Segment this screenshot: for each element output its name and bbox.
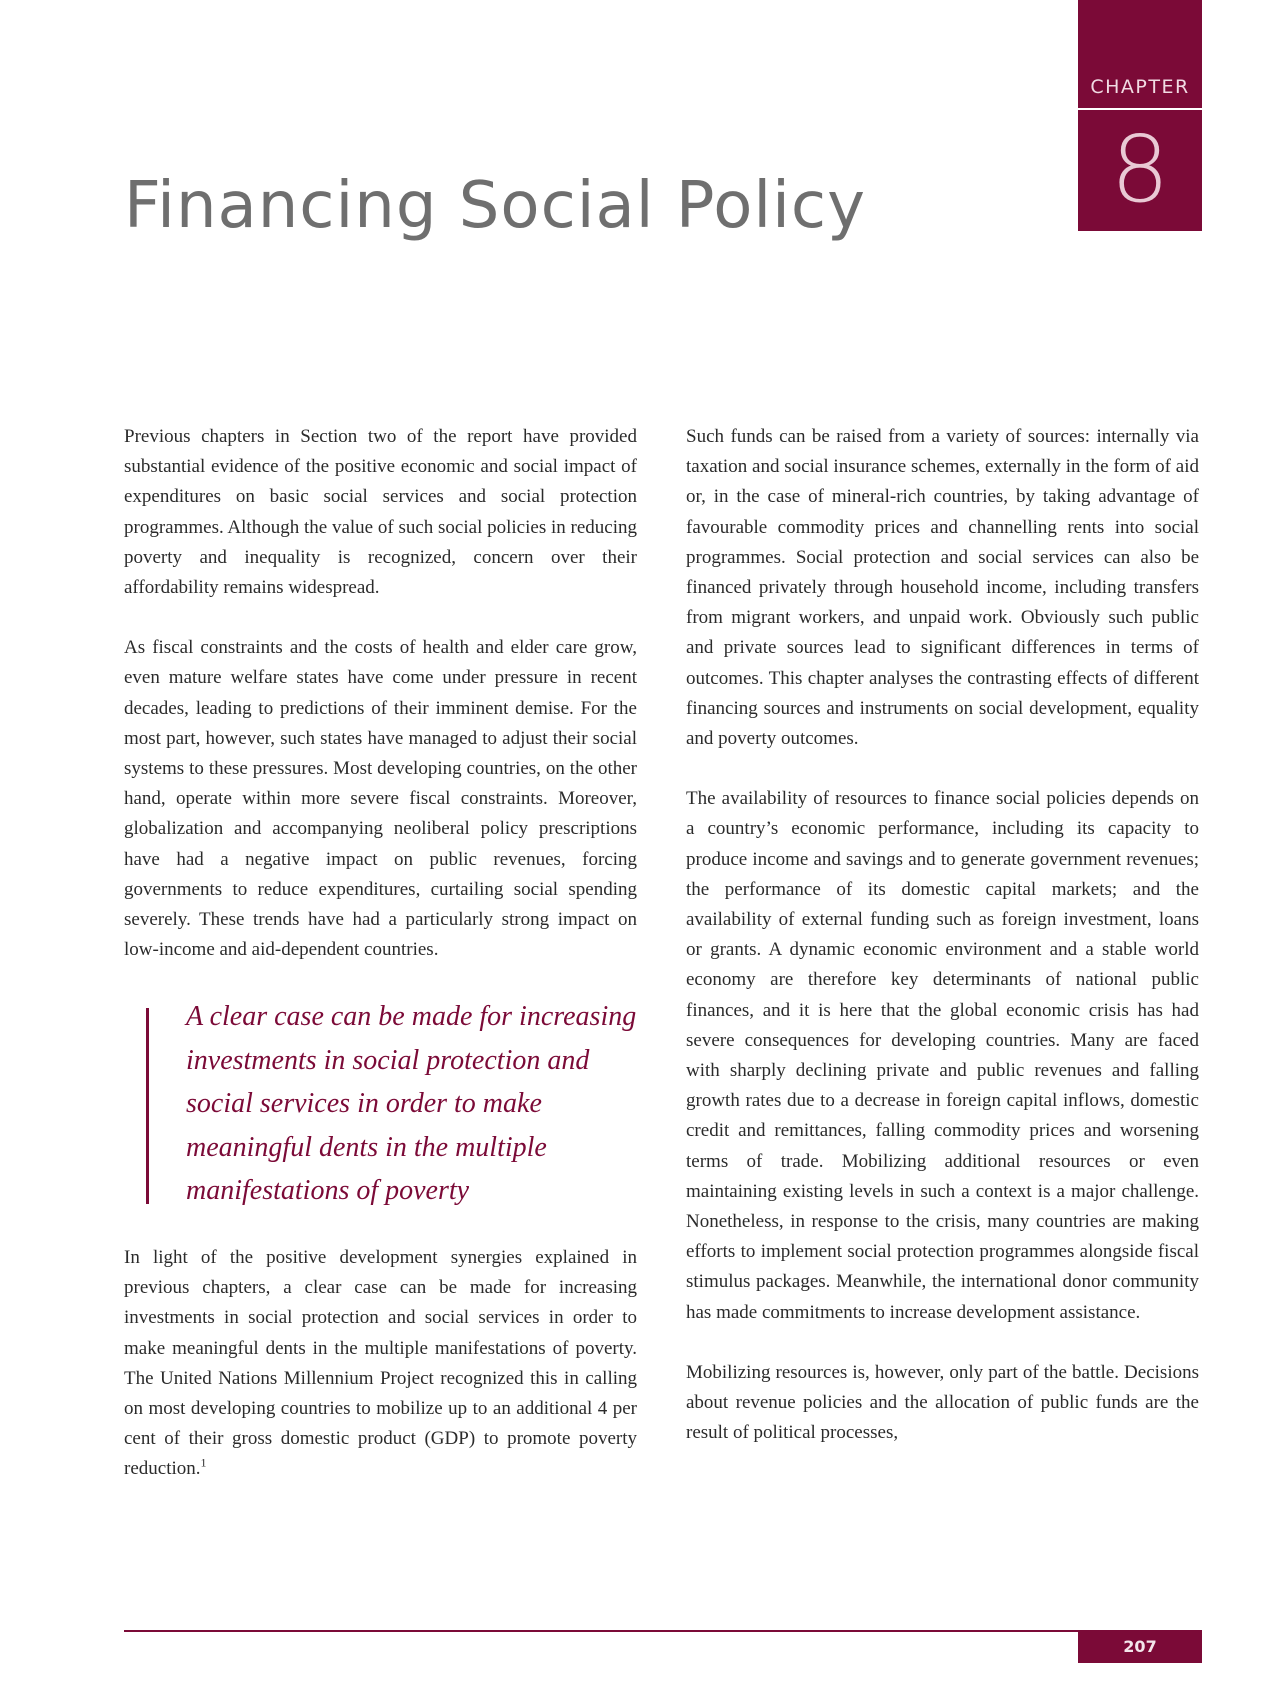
footer-rule xyxy=(124,1630,1202,1632)
body-paragraph: Such funds can be raised from a variety of sources: internally via taxation and social insurance schemes, externally in the form of aid or, in the case of mineral-rich countries, by taking advantage of favourable commodity prices and channelling rents into social programmes. Social protection and social services can also be financed privately through household income, including transfers from migrant workers, and unpaid work. Obviously such public and private sources lead to significant differences in terms of outcomes. This chapter analyses the contrasting effects of different financing sources and instruments on social development, equality and poverty outcomes. xyxy=(686,426,1199,750)
body-paragraph: Previous chapters in Section two of the report have provided substantial evidence of the positive economic and social impact of expenditures on basic social services and social protection programmes. Although the value of such social policies in reducing poverty and inequality is recognized, concern over their affordability remains widespread. xyxy=(124,426,637,599)
body-paragraph-text: In light of the positive development synergies explained in previous chapters, a clear case can be made for increasing investments in social protection and social services in order to make meaningful dents in the multiple manifestations of poverty. The United Nations Millennium Project recognized this in calling on most developing countries to mobilize up to an additional 4 per cent of their gross domestic product (GDP) to promote poverty reduction. xyxy=(124,1246,637,1480)
pull-quote-rule xyxy=(146,1008,149,1204)
chapter-divider xyxy=(1078,108,1202,110)
chapter-badge xyxy=(1078,0,1202,231)
body-paragraph: The availability of resources to finance social policies depends on a country’s economic performance, including its capacity to produce income and savings and to generate government revenues; the performance of its domestic capital markets; and the availability of external funding such as foreign investment, loans or grants. A dynamic economic environment and a stable world economy are therefore key determinants of national public finances, and it is here that the global economic crisis has had severe consequences for developing countries. Many are faced with sharply declining private and public revenues and falling growth rates due to a decrease in foreign capital inflows, domestic credit and remittances, falling commodity prices and worsening terms of trade. Mobilizing additional resources or even maintaining existing levels in such a context is a major challenge. Nonetheless, in response to the crisis, many countries are making efforts to implement social protection programmes alongside fiscal stimulus packages. Meanwhile, the international donor community has made commitments to increase development assistance. xyxy=(686,788,1199,1323)
body-paragraph: Mobilizing resources is, however, only part of the battle. Decisions about revenue policies and the allocation of public funds are the result of political processes, xyxy=(686,1361,1199,1444)
body-paragraph xyxy=(124,1243,637,1485)
pull-quote-text: A clear case can be made for increasing investments in social protection and social services in order to make meaningful dents in the multiple manifestations of poverty xyxy=(186,1001,637,1207)
body-paragraph: As fiscal constraints and the costs of health and elder care grow, even mature welfare states have come under pressure in recent decades, leading to predictions of their imminent demise. For the most part, however, such states have managed to adjust their social systems to these pressures. Most developing countries, on the other hand, operate within more severe fiscal constraints. Moreover, globalization and accompanying neoliberal policy prescriptions have had a negative impact on public revenues, forcing governments to reduce expenditures, curtailing social spending severely. These trends have had a particularly strong impact on low-income and aid-dependent countries. xyxy=(124,637,637,961)
chapter-number: 8 xyxy=(1110,116,1170,223)
page-number-badge xyxy=(1078,1630,1202,1663)
left-column xyxy=(124,422,637,1485)
pull-quote xyxy=(146,995,637,1213)
page-number: 207 xyxy=(1123,1637,1157,1656)
footnote-marker[interactable]: 1 xyxy=(200,1456,207,1471)
chapter-label: CHAPTER xyxy=(1090,76,1190,98)
right-column xyxy=(686,422,1199,1449)
page-title: Financing Social Policy xyxy=(124,169,866,243)
